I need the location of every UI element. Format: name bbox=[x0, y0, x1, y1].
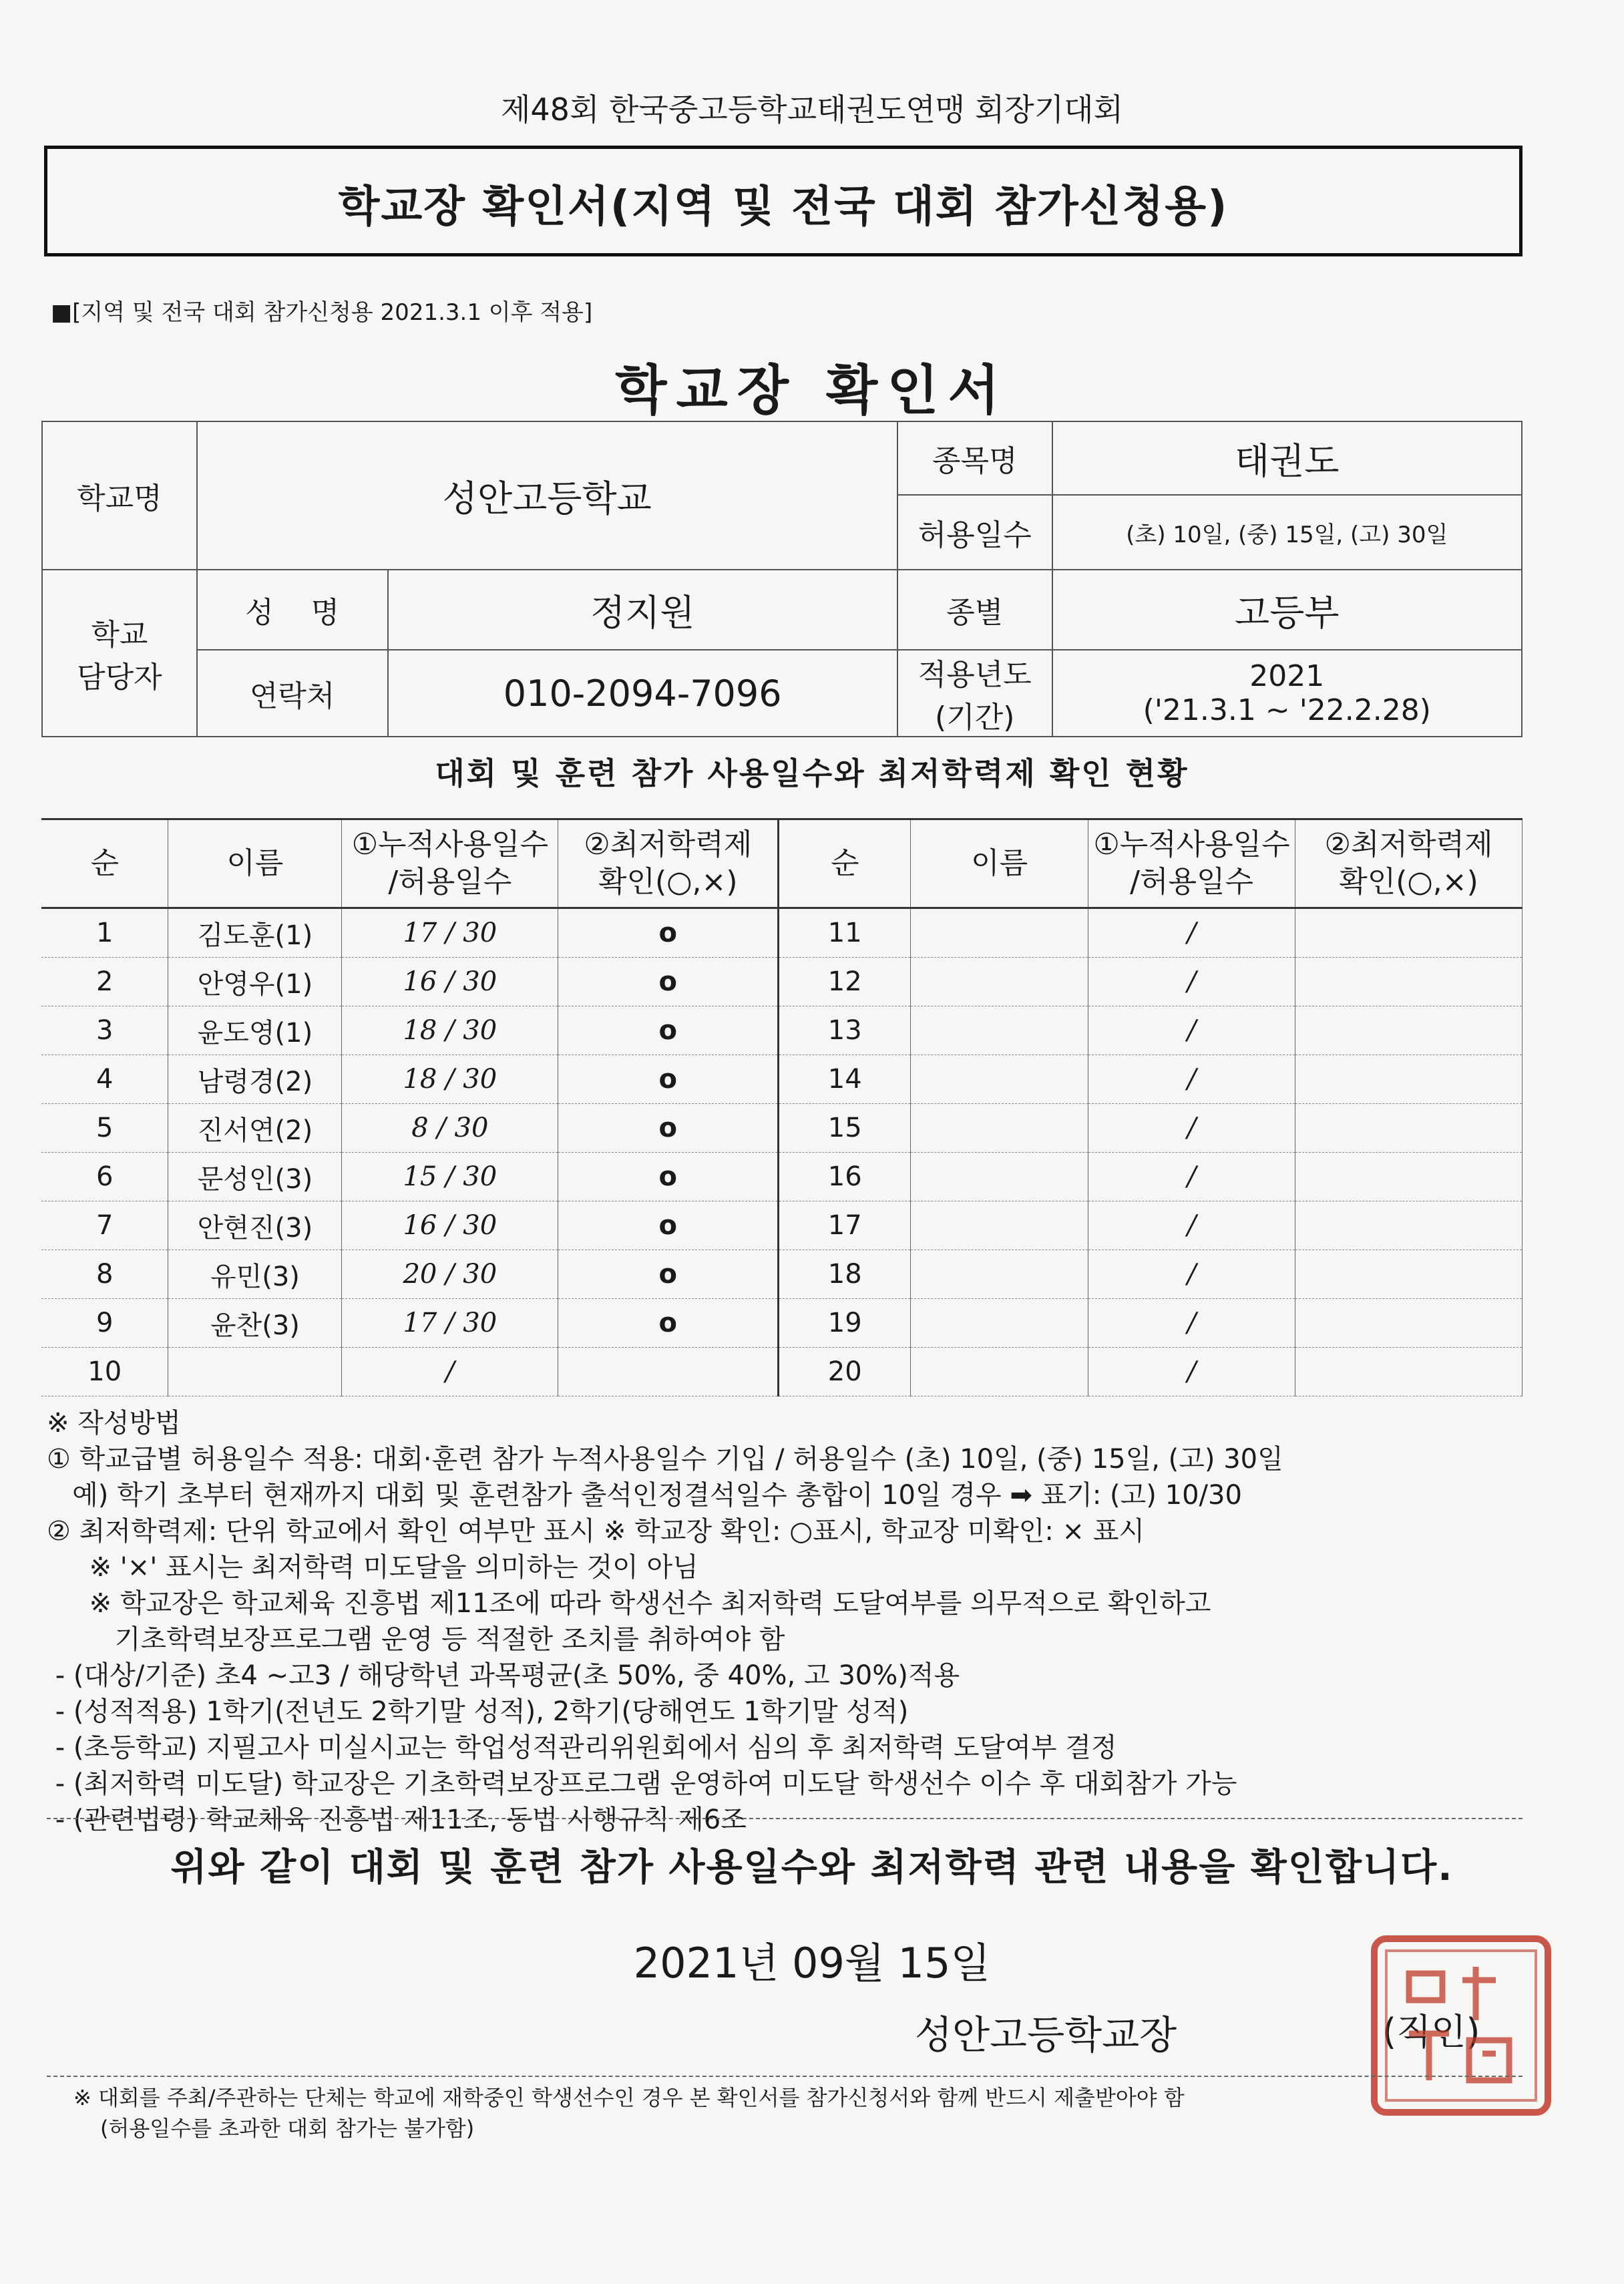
row-number: 4 bbox=[41, 1055, 168, 1104]
header-check-line1: ②최저학력제 bbox=[584, 827, 753, 862]
used-days: 20 / 30 bbox=[342, 1250, 558, 1299]
used-days: / bbox=[1088, 1201, 1295, 1250]
table-row bbox=[41, 1250, 1522, 1299]
used-days: / bbox=[1088, 1104, 1295, 1153]
row-number: 19 bbox=[779, 1299, 911, 1348]
allowed-days-value: (초) 10일, (중) 15일, (고) 30일 bbox=[1052, 495, 1522, 570]
header-name: 이름 bbox=[168, 819, 342, 908]
header-check-right-line1: ②최저학력제 bbox=[1324, 827, 1493, 862]
student-name: 김도훈(1) bbox=[168, 908, 342, 958]
used-days: / bbox=[1088, 1348, 1295, 1396]
academic-check: o bbox=[558, 1006, 779, 1055]
academic-check bbox=[558, 1348, 779, 1396]
row-number: 10 bbox=[41, 1348, 168, 1396]
student-name bbox=[911, 1299, 1088, 1348]
student-name bbox=[911, 1055, 1088, 1104]
student-name bbox=[168, 1348, 342, 1396]
table-row bbox=[41, 1104, 1522, 1153]
writing-instructions bbox=[47, 1405, 1516, 1838]
row-number: 15 bbox=[779, 1104, 911, 1153]
row-number: 5 bbox=[41, 1104, 168, 1153]
academic-check: o bbox=[558, 1055, 779, 1104]
academic-check bbox=[1295, 958, 1522, 1006]
student-name bbox=[911, 1104, 1088, 1153]
used-days: / bbox=[1088, 1250, 1295, 1299]
table-row bbox=[41, 908, 1522, 958]
academic-check bbox=[1295, 1201, 1522, 1250]
year-value-line1: 2021 bbox=[1249, 659, 1325, 693]
instruction-line: - (대상/기준) 초4 ~고3 / 해당학년 과목평균(초 50%, 중 40%, 고 30%)적용 bbox=[47, 1660, 960, 1691]
table-row bbox=[41, 1201, 1522, 1250]
instruction-line: ※ 학교장은 학교체육 진흥법 제11조에 따라 학생선수 최저학력 도달여부를 의무적으로 확인하고 bbox=[47, 1588, 1211, 1619]
table-row bbox=[41, 1153, 1522, 1201]
header-check-right bbox=[1295, 819, 1522, 908]
instruction-line: ② 최저학력제: 단위 학교에서 확인 여부만 표시 ※ 학교장 확인: ○표시, 학교장 미확인: × 표시 bbox=[47, 1516, 1145, 1547]
instruction-line: ① 학교급별 허용일수 적용: 대회·훈련 참가 누적사용일수 기입 / 허용일수 (초) 10일, (중) 15일, (고) 30일 bbox=[47, 1444, 1283, 1475]
instruction-line: 기초학력보장프로그램 운영 등 적절한 조치를 취하여야 함 bbox=[47, 1624, 785, 1655]
header-check-right-line2: 확인(○,×) bbox=[1339, 865, 1478, 899]
student-name: 안현진(3) bbox=[168, 1201, 342, 1250]
instruction-line: - (최저학력 미도달) 학교장은 기초학력보장프로그램 운영하여 미도달 학생선수 이수 후 대회참가 가능 bbox=[47, 1768, 1237, 1799]
school-label: 학교명 bbox=[42, 421, 197, 570]
student-name bbox=[911, 958, 1088, 1006]
academic-check bbox=[1295, 1153, 1522, 1201]
name-label: 성 명 bbox=[197, 570, 388, 650]
academic-check: o bbox=[558, 1104, 779, 1153]
row-number: 16 bbox=[779, 1153, 911, 1201]
sport-label: 종목명 bbox=[897, 421, 1052, 495]
row-number: 7 bbox=[41, 1201, 168, 1250]
year-label-line2: (기간) bbox=[935, 701, 1015, 735]
contact-value: 010-2094-7096 bbox=[388, 650, 897, 737]
sport-value: 태권도 bbox=[1052, 421, 1522, 495]
table-row bbox=[41, 1299, 1522, 1348]
used-days: / bbox=[1088, 1006, 1295, 1055]
contact-label: 연락처 bbox=[197, 650, 388, 737]
table-row bbox=[41, 1006, 1522, 1055]
table-row bbox=[41, 958, 1522, 1006]
form-title: 학교장 확인서 bbox=[615, 359, 1009, 421]
student-name: 문성인(3) bbox=[168, 1153, 342, 1201]
row-number: 1 bbox=[41, 908, 168, 958]
header-check bbox=[558, 819, 779, 908]
student-name bbox=[911, 1348, 1088, 1396]
row-number: 8 bbox=[41, 1250, 168, 1299]
student-name: 진서연(2) bbox=[168, 1104, 342, 1153]
used-days: 18 / 30 bbox=[342, 1055, 558, 1104]
footnote-line1: ※ 대회를 주최/주관하는 단체는 학교에 재학중인 학생선수인 경우 본 확인서를 참가신청서와 함께 반드시 제출받아야 함 bbox=[73, 2085, 1185, 2110]
row-number: 9 bbox=[41, 1299, 168, 1348]
header-days-right-line2: /허용일수 bbox=[1130, 865, 1253, 899]
student-name bbox=[911, 1201, 1088, 1250]
footnote-line2: (허용일수를 초과한 대회 참가는 불가함) bbox=[100, 2116, 475, 2141]
instruction-line: - (관련법령) 학교체육 진흥법 제11조, 동법 시행규칙 제6조 bbox=[47, 1804, 747, 1835]
academic-check bbox=[1295, 1055, 1522, 1104]
year-label bbox=[897, 650, 1052, 737]
school-value: 성안고등학교 bbox=[197, 421, 897, 570]
academic-check: o bbox=[558, 958, 779, 1006]
academic-check: o bbox=[558, 1250, 779, 1299]
header-days bbox=[342, 819, 558, 908]
used-days: / bbox=[1088, 1153, 1295, 1201]
row-number: 3 bbox=[41, 1006, 168, 1055]
row-number: 6 bbox=[41, 1153, 168, 1201]
header-check-line2: 확인(○,×) bbox=[598, 865, 738, 899]
used-days: / bbox=[1088, 1299, 1295, 1348]
student-name: 유민(3) bbox=[168, 1250, 342, 1299]
header-days-right-line1: ①누적사용일수 bbox=[1093, 827, 1290, 862]
used-days: 17 / 30 bbox=[342, 1299, 558, 1348]
academic-check: o bbox=[558, 1201, 779, 1250]
academic-check bbox=[1295, 1250, 1522, 1299]
roster-table bbox=[41, 818, 1522, 1396]
confirmation-date: 2021년 09월 15일 bbox=[633, 1939, 991, 1987]
academic-check: o bbox=[558, 1299, 779, 1348]
division-value: 고등부 bbox=[1052, 570, 1522, 650]
used-days: / bbox=[1088, 908, 1295, 958]
header-no-right: 순 bbox=[779, 819, 911, 908]
used-days: / bbox=[1088, 1055, 1295, 1104]
manager-label-line2: 담당자 bbox=[77, 660, 162, 695]
row-number: 17 bbox=[779, 1201, 911, 1250]
row-number: 20 bbox=[779, 1348, 911, 1396]
allowed-days-label: 허용일수 bbox=[897, 495, 1052, 570]
academic-check bbox=[1295, 1104, 1522, 1153]
used-days: 18 / 30 bbox=[342, 1006, 558, 1055]
footnote bbox=[73, 2082, 1529, 2144]
footnote-divider bbox=[47, 2076, 1522, 2077]
student-name bbox=[911, 1250, 1088, 1299]
header-days-line2: /허용일수 bbox=[388, 865, 512, 899]
academic-check: o bbox=[558, 1153, 779, 1201]
name-value: 정지원 bbox=[388, 570, 897, 650]
header-no: 순 bbox=[41, 819, 168, 908]
used-days: 8 / 30 bbox=[342, 1104, 558, 1153]
school-info-table bbox=[41, 421, 1522, 737]
used-days: / bbox=[1088, 958, 1295, 1006]
academic-check bbox=[1295, 1348, 1522, 1396]
student-name bbox=[911, 1153, 1088, 1201]
seal-label: (직인) bbox=[1382, 2011, 1480, 2053]
used-days: 16 / 30 bbox=[342, 1201, 558, 1250]
principal-title: 성안고등학교장 bbox=[915, 2012, 1177, 2058]
student-name: 남령경(2) bbox=[168, 1055, 342, 1104]
manager-label bbox=[42, 570, 197, 737]
confirmation-statement: 위와 같이 대회 및 훈련 참가 사용일수와 최저학력 관련 내용을 확인합니다. bbox=[170, 1846, 1454, 1889]
used-days: 15 / 30 bbox=[342, 1153, 558, 1201]
header-name-right: 이름 bbox=[911, 819, 1088, 908]
roster-section-title: 대회 및 훈련 참가 사용일수와 최저학력제 확인 현황 bbox=[435, 755, 1189, 791]
academic-check bbox=[1295, 1299, 1522, 1348]
used-days: 16 / 30 bbox=[342, 958, 558, 1006]
instruction-line: ※ '×' 표시는 최저학력 미도달을 의미하는 것이 아님 bbox=[47, 1552, 698, 1583]
roster-header-row bbox=[41, 819, 1522, 908]
row-number: 13 bbox=[779, 1006, 911, 1055]
instructions-title: ※ 작성방법 bbox=[47, 1408, 181, 1439]
row-number: 18 bbox=[779, 1250, 911, 1299]
event-title: 제48회 한국중고등학교태권도연맹 회장기대회 bbox=[500, 91, 1124, 128]
instruction-line: - (초등학교) 지필고사 미실시교는 학업성적관리위원회에서 심의 후 최저학력 도달여부 결정 bbox=[47, 1732, 1117, 1763]
student-name: 안영우(1) bbox=[168, 958, 342, 1006]
table-row bbox=[41, 1348, 1522, 1396]
student-name: 윤찬(3) bbox=[168, 1299, 342, 1348]
academic-check: o bbox=[558, 908, 779, 958]
year-label-line1: 적용년도 bbox=[918, 658, 1032, 692]
used-days: 17 / 30 bbox=[342, 908, 558, 958]
row-number: 11 bbox=[779, 908, 911, 958]
row-number: 14 bbox=[779, 1055, 911, 1104]
academic-check bbox=[1295, 1006, 1522, 1055]
manager-label-line1: 학교 bbox=[91, 618, 148, 652]
instruction-line: 예) 학기 초부터 현재까지 대회 및 훈련참가 출석인정결석일수 총합이 10일 경우 ➡ 표기: (고) 10/30 bbox=[47, 1480, 1242, 1511]
used-days: / bbox=[342, 1348, 558, 1396]
year-value-line2: ('21.3.1 ~ '22.2.28) bbox=[1143, 693, 1431, 727]
instruction-line: - (성적적용) 1학기(전년도 2학기말 성적), 2학기(당해연도 1학기말 성적) bbox=[47, 1696, 909, 1727]
row-number: 2 bbox=[41, 958, 168, 1006]
division-label: 종별 bbox=[897, 570, 1052, 650]
student-name bbox=[911, 908, 1088, 958]
document-title: 학교장 확인서(지역 및 전국 대회 참가신청용) bbox=[338, 182, 1229, 232]
roster-body bbox=[41, 819, 1522, 1396]
student-name bbox=[911, 1006, 1088, 1055]
header-days-line1: ①누적사용일수 bbox=[351, 827, 549, 862]
table-row bbox=[41, 1055, 1522, 1104]
header-days-right bbox=[1088, 819, 1295, 908]
year-value bbox=[1052, 650, 1522, 737]
academic-check bbox=[1295, 908, 1522, 958]
divider bbox=[47, 1818, 1522, 1819]
student-name: 윤도영(1) bbox=[168, 1006, 342, 1055]
applicability-notice: ■[지역 및 전국 대회 참가신청용 2021.3.1 이후 적용] bbox=[51, 299, 593, 326]
row-number: 12 bbox=[779, 958, 911, 1006]
